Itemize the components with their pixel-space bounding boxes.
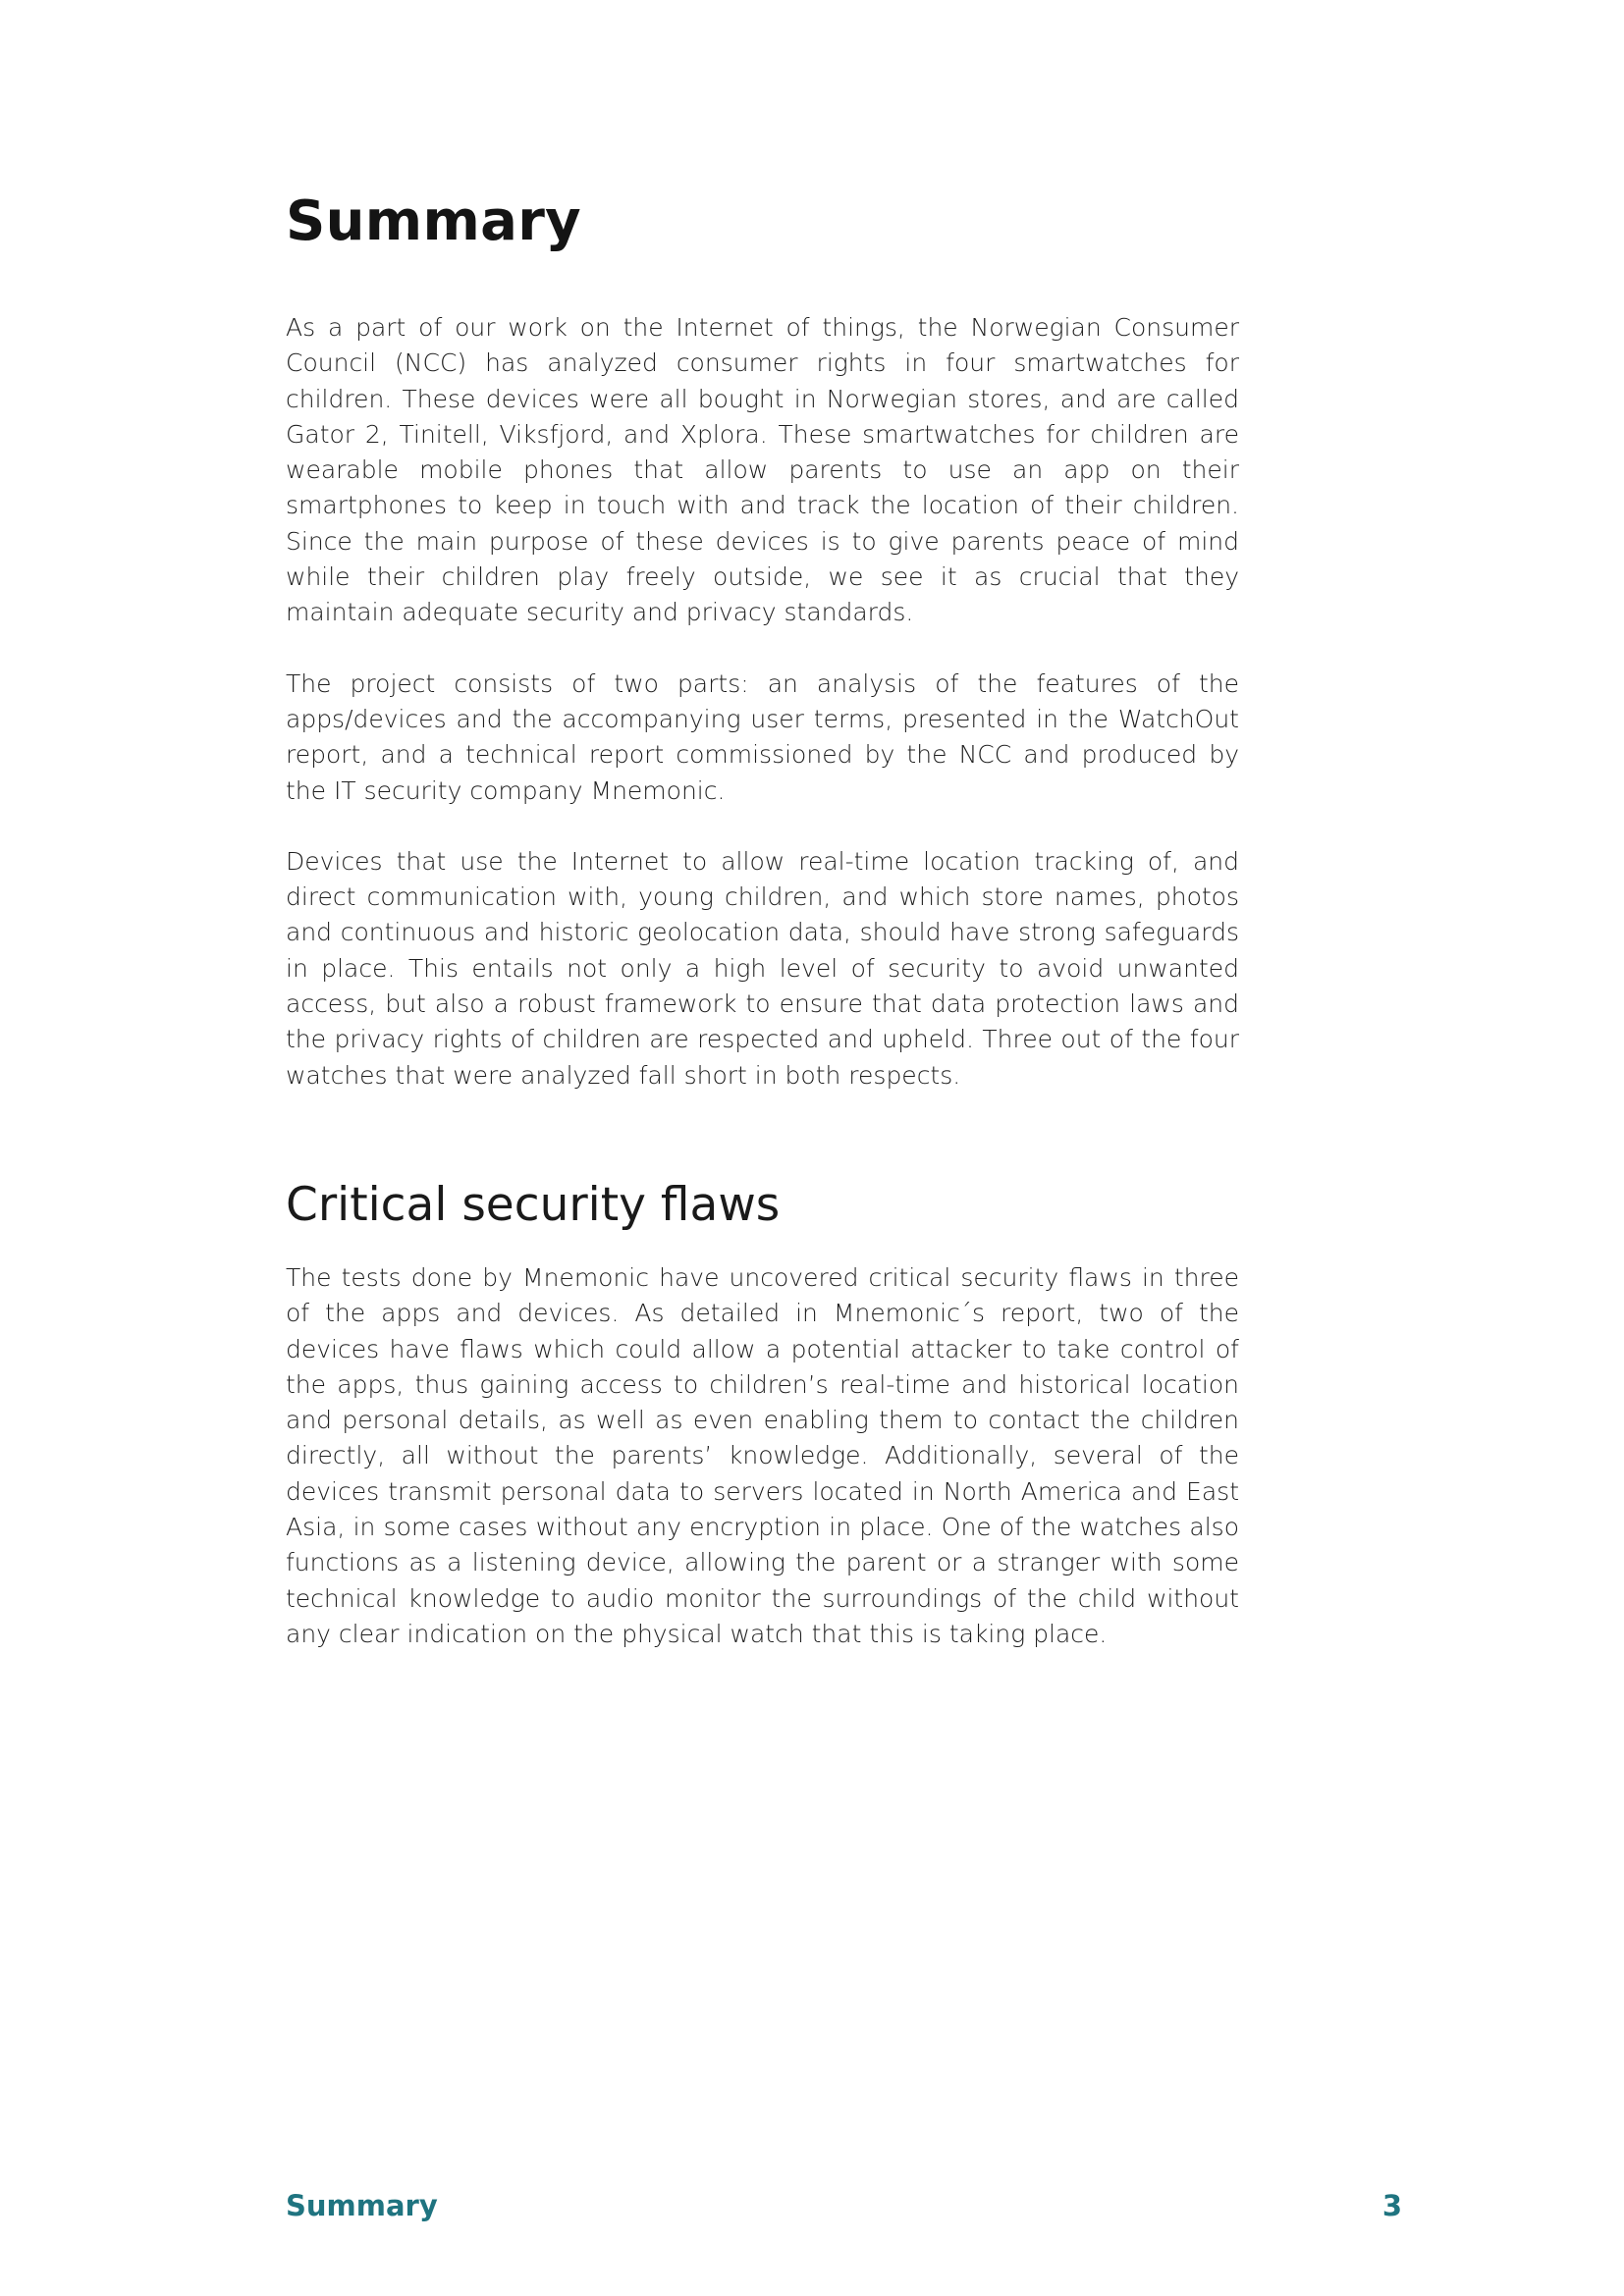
page-title: Summary: [286, 189, 581, 253]
footer-page-number: 3: [1381, 2189, 1402, 2222]
critical-flaws-paragraph: The tests done by Mnemonic have uncovered critical security flaws in three of the apps and devices. As detailed in Mnemonic´s report, two of the devices have flaws which could allow a potential attacker to take control of the apps, thus gaining access to children’s real-time and historical location and personal details, as well as even enabling them to contact the children directly, all without the parents’ knowledge. Additionally, several of the devices transmit personal data to servers located in North America and East Asia, in some cases without any encryption in place. One of the watches also functions as a listening device, allowing the parent or a stranger with some technical knowledge to audio monitor the surroundings of the child without any clear indication on the physical watch that this is taking place.: [286, 1262, 1239, 1648]
section-heading-critical-security-flaws: Critical security flaws: [286, 1177, 781, 1232]
summary-paragraph-3: Devices that use the Internet to allow real-time location tracking of, and direct communication with, young children, and which store names, photos and continuous and historic geolocation data, should have strong safeguards in place. This entails not only a high level of security to avoid unwanted access, but also a robust framework to ensure that data protection laws and the privacy rights of children are respected and upheld. Three out of the four watches that were analyzed fall short in both respects.: [286, 846, 1239, 1090]
page-content: [286, 187, 1239, 1652]
summary-paragraph-1: As a part of our work on the Internet of things, the Norwegian Consumer Council (NCC) has analyzed consumer rights in four smartwatches for children. These devices were all bought in Norwegian stores, and are called Gator 2, Tinitell, Viksfjord, and Xplora. These smartwatches for children are wearable mobile phones that allow parents to use an app on their smartphones to keep in touch with and track the location of their children. Since the main purpose of these devices is to give parents peace of mind while their children play freely outside, we see it as crucial that they maintain adequate security and privacy standards.: [286, 313, 1239, 627]
summary-paragraph-2: The project consists of two parts: an analysis of the features of the apps/devices and the accompanying user terms, presented in the WatchOut report, and a technical report commissioned by the NCC and produced by the IT security company Mnemonic.: [286, 668, 1239, 805]
footer-section-label: Summary: [286, 2189, 438, 2222]
